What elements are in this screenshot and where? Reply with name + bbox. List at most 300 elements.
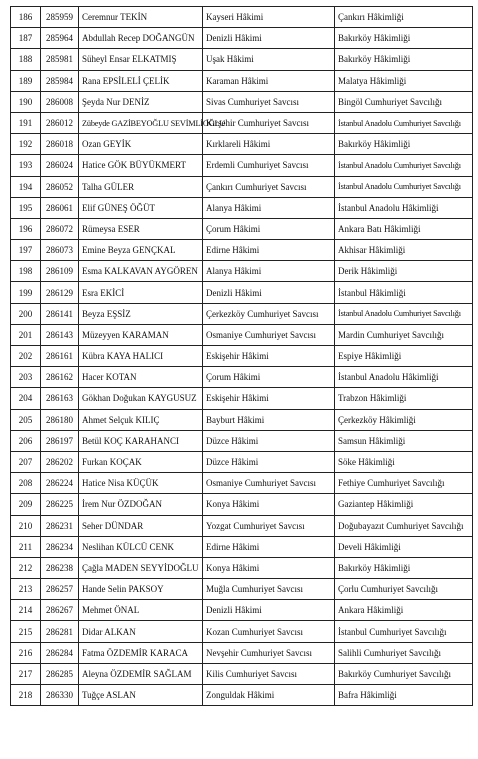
current-post: Çankırı Cumhuriyet Savcısı <box>206 181 307 192</box>
table-row <box>11 388 473 409</box>
table-row <box>11 303 473 324</box>
new-post: İstanbul Anadolu Cumhuriyet Savcılığı <box>338 182 461 192</box>
registry-number-cell <box>41 197 79 218</box>
row-number-cell <box>11 536 41 557</box>
table-row <box>11 28 473 49</box>
person-name: Rümeysa ESER <box>82 223 140 234</box>
row-number: 205 <box>18 414 33 425</box>
row-number: 214 <box>18 605 33 616</box>
person-name-cell <box>79 7 203 28</box>
row-number-cell <box>11 155 41 176</box>
person-name-cell <box>79 303 203 324</box>
person-name-cell <box>79 155 203 176</box>
person-name: Hatice Nisa KÜÇÜK <box>82 478 159 489</box>
person-name: Betül KOÇ KARAHANCI <box>82 435 180 446</box>
registry-number: 286257 <box>46 584 73 595</box>
row-number-cell <box>11 494 41 515</box>
row-number: 209 <box>18 499 33 510</box>
new-post: İstanbul Anadolu Cumhuriyet Savcılığı <box>338 309 461 319</box>
current-post: Sivas Cumhuriyet Savcısı <box>206 96 299 107</box>
row-number-cell <box>11 324 41 345</box>
row-number: 198 <box>18 266 33 277</box>
registry-number-cell <box>41 557 79 578</box>
person-name: Esra EKİCİ <box>82 287 125 298</box>
current-post-cell <box>203 70 335 91</box>
registry-number-cell <box>41 261 79 282</box>
new-post: İstanbul Anadolu Hâkimliği <box>338 202 439 213</box>
row-number-cell <box>11 91 41 112</box>
table-row <box>11 91 473 112</box>
new-post: Bakırköy Cumhuriyet Savcılığı <box>338 668 451 679</box>
row-number-cell <box>11 621 41 642</box>
row-number: 215 <box>18 626 33 637</box>
registry-number: 286330 <box>46 690 73 701</box>
person-name-cell <box>79 49 203 70</box>
person-name-cell <box>79 240 203 261</box>
new-post: Bingöl Cumhuriyet Savcılığı <box>338 96 442 107</box>
registry-number-cell <box>41 28 79 49</box>
current-post: Bayburt Hâkimi <box>206 414 265 425</box>
person-name-cell <box>79 218 203 239</box>
row-number: 210 <box>18 520 33 531</box>
registry-number-cell <box>41 49 79 70</box>
new-post-cell <box>335 197 473 218</box>
table-row <box>11 663 473 684</box>
new-post: Mardin Cumhuriyet Savcılığı <box>338 329 444 340</box>
person-name-cell <box>79 685 203 706</box>
row-number-cell <box>11 685 41 706</box>
current-post-cell <box>203 7 335 28</box>
registry-number-cell <box>41 473 79 494</box>
current-post-cell <box>203 600 335 621</box>
table-row <box>11 536 473 557</box>
current-post: Kırşehir Cumhuriyet Savcısı <box>206 118 309 129</box>
registry-number-cell <box>41 176 79 197</box>
new-post-cell <box>335 451 473 472</box>
new-post: Bakırköy Hâkimliği <box>338 139 411 150</box>
row-number: 196 <box>18 223 33 234</box>
person-name: Abdullah Recep DOĞANGÜN <box>82 33 195 44</box>
person-name-cell <box>79 91 203 112</box>
registry-number-cell <box>41 515 79 536</box>
table-row <box>11 515 473 536</box>
row-number: 189 <box>18 75 33 86</box>
table-row <box>11 49 473 70</box>
registry-number: 286267 <box>46 605 73 616</box>
table-row <box>11 112 473 133</box>
table-row <box>11 451 473 472</box>
registry-number-cell <box>41 388 79 409</box>
row-number-cell <box>11 261 41 282</box>
current-post: Osmaniye Cumhuriyet Savcısı <box>206 329 316 340</box>
row-number: 187 <box>18 33 33 44</box>
registry-number-cell <box>41 430 79 451</box>
person-name-cell <box>79 324 203 345</box>
table-row <box>11 218 473 239</box>
registry-number: 286109 <box>46 266 73 277</box>
row-number: 201 <box>18 329 33 340</box>
row-number: 207 <box>18 457 33 468</box>
new-post: Çorlu Cumhuriyet Savcılığı <box>338 584 438 595</box>
row-number-cell <box>11 28 41 49</box>
registry-number-cell <box>41 7 79 28</box>
current-post-cell <box>203 28 335 49</box>
current-post: Alanya Hâkimi <box>206 266 262 277</box>
row-number-cell <box>11 134 41 155</box>
new-post: Söke Hâkimliği <box>338 457 395 468</box>
registry-number-cell <box>41 600 79 621</box>
row-number: 218 <box>18 690 33 701</box>
row-number: 204 <box>18 393 33 404</box>
current-post: Uşak Hâkimi <box>206 54 254 65</box>
current-post: Denizli Hâkimi <box>206 605 262 616</box>
row-number-cell <box>11 346 41 367</box>
table-row <box>11 409 473 430</box>
table-row <box>11 685 473 706</box>
table-row <box>11 155 473 176</box>
person-name-cell <box>79 70 203 91</box>
registry-number: 286224 <box>46 478 73 489</box>
registry-number: 286163 <box>46 393 73 404</box>
person-name-cell <box>79 409 203 430</box>
registry-number-cell <box>41 409 79 430</box>
new-post-cell <box>335 473 473 494</box>
registry-number: 286161 <box>46 351 73 362</box>
row-number-cell <box>11 430 41 451</box>
new-post-cell <box>335 621 473 642</box>
new-post: Ankara Hâkimliği <box>338 605 404 616</box>
current-post: Kayseri Hâkimi <box>206 12 264 23</box>
registry-number: 286281 <box>46 626 73 637</box>
table-row <box>11 494 473 515</box>
registry-number: 286018 <box>46 139 73 150</box>
row-number-cell <box>11 176 41 197</box>
new-post-cell <box>335 282 473 303</box>
new-post-cell <box>335 28 473 49</box>
row-number-cell <box>11 388 41 409</box>
registry-number: 286024 <box>46 160 73 171</box>
new-post: İstanbul Anadolu Cumhuriyet Savcılığı <box>338 160 461 170</box>
current-post: Çorum Hâkimi <box>206 372 261 383</box>
row-number: 188 <box>18 54 33 65</box>
table-row <box>11 621 473 642</box>
table-row <box>11 600 473 621</box>
new-post: Malatya Hâkimliği <box>338 75 407 86</box>
registry-number: 285981 <box>46 54 73 65</box>
person-name: Elif GÜNEŞ ÖĞÜT <box>82 202 155 213</box>
current-post: Edirne Hâkimi <box>206 245 260 256</box>
current-post-cell <box>203 112 335 133</box>
current-post: Konya Hâkimi <box>206 562 260 573</box>
registry-number-cell <box>41 663 79 684</box>
new-post-cell <box>335 218 473 239</box>
person-name: Fatma ÖZDEMİR KARACA <box>82 647 188 658</box>
registry-number: 286202 <box>46 457 73 468</box>
current-post: Nevşehir Cumhuriyet Savcısı <box>206 647 312 658</box>
row-number: 212 <box>18 562 33 573</box>
new-post: Akhisar Hâkimliği <box>338 245 406 256</box>
table-row <box>11 240 473 261</box>
registry-number: 286141 <box>46 308 73 319</box>
current-post-cell <box>203 430 335 451</box>
registry-number-cell <box>41 91 79 112</box>
registry-number: 286052 <box>46 181 73 192</box>
current-post-cell <box>203 388 335 409</box>
row-number-cell <box>11 112 41 133</box>
new-post: Trabzon Hâkimliği <box>338 393 407 404</box>
registry-number-cell <box>41 155 79 176</box>
registry-number-cell <box>41 218 79 239</box>
registry-number-cell <box>41 324 79 345</box>
registry-number: 285984 <box>46 75 73 86</box>
registry-number: 286197 <box>46 435 73 446</box>
current-post: Yozgat Cumhuriyet Savcısı <box>206 520 305 531</box>
person-name: Ahmet Selçuk KILIÇ <box>82 414 160 425</box>
person-name-cell <box>79 515 203 536</box>
current-post-cell <box>203 642 335 663</box>
table-row <box>11 324 473 345</box>
new-post-cell <box>335 642 473 663</box>
person-name: Çağla MADEN SEYYİDOĞLU <box>82 562 199 573</box>
registry-number-cell <box>41 494 79 515</box>
person-name-cell <box>79 579 203 600</box>
person-name: Beyza EŞSİZ <box>82 308 131 319</box>
row-number: 217 <box>18 668 33 679</box>
registry-number: 286162 <box>46 372 73 383</box>
person-name-cell <box>79 642 203 663</box>
current-post-cell <box>203 473 335 494</box>
row-number-cell <box>11 600 41 621</box>
new-post: Bakırköy Hâkimliği <box>338 562 411 573</box>
registry-number-cell <box>41 621 79 642</box>
registry-number: 286225 <box>46 499 73 510</box>
row-number-cell <box>11 473 41 494</box>
table-row <box>11 282 473 303</box>
registry-number: 286285 <box>46 668 73 679</box>
new-post-cell <box>335 557 473 578</box>
current-post-cell <box>203 685 335 706</box>
new-post: Derik Hâkimliği <box>338 266 398 277</box>
person-name-cell <box>79 28 203 49</box>
person-name-cell <box>79 536 203 557</box>
registry-number-cell <box>41 536 79 557</box>
new-post: Bafra Hâkimliği <box>338 690 397 701</box>
row-number: 191 <box>18 118 33 129</box>
new-post-cell <box>335 303 473 324</box>
person-name: Gökhan Doğukan KAYGUSUZ <box>82 393 197 404</box>
table-row <box>11 642 473 663</box>
row-number-cell <box>11 579 41 600</box>
current-post-cell <box>203 197 335 218</box>
row-number-cell <box>11 7 41 28</box>
current-post: Kırklareli Hâkimi <box>206 139 271 150</box>
table-row <box>11 176 473 197</box>
registry-number-cell <box>41 303 79 324</box>
current-post-cell <box>203 346 335 367</box>
person-name: Hatice GÖK BÜYÜKMERT <box>82 160 186 171</box>
table-row <box>11 134 473 155</box>
new-post: Develi Hâkimliği <box>338 541 401 552</box>
person-name: Mehmet ÖNAL <box>82 605 140 616</box>
person-name: Süheyl Ensar ELKATMIŞ <box>82 54 177 65</box>
row-number: 197 <box>18 245 33 256</box>
new-post-cell <box>335 663 473 684</box>
new-post-cell <box>335 409 473 430</box>
current-post: Kozan Cumhuriyet Savcısı <box>206 626 303 637</box>
row-number-cell <box>11 663 41 684</box>
current-post-cell <box>203 324 335 345</box>
new-post: Bakırköy Hâkimliği <box>338 54 411 65</box>
row-number: 199 <box>18 287 33 298</box>
person-name: Esma KALKAVAN AYGÖREN <box>82 266 198 277</box>
registry-number: 286284 <box>46 647 73 658</box>
row-number: 200 <box>18 308 33 319</box>
row-number-cell <box>11 642 41 663</box>
current-post-cell <box>203 409 335 430</box>
person-name: Kübra KAYA HALICI <box>82 351 164 362</box>
table-row <box>11 430 473 451</box>
person-name-cell <box>79 388 203 409</box>
new-post: Salihli Cumhuriyet Savcılığı <box>338 647 441 658</box>
new-post-cell <box>335 176 473 197</box>
row-number: 195 <box>18 202 33 213</box>
registry-number: 286180 <box>46 414 73 425</box>
new-post-cell <box>335 536 473 557</box>
new-post-cell <box>335 685 473 706</box>
registry-number: 286072 <box>46 223 73 234</box>
current-post-cell <box>203 155 335 176</box>
row-number-cell <box>11 409 41 430</box>
registry-number: 286231 <box>46 520 73 531</box>
current-post-cell <box>203 303 335 324</box>
new-post-cell <box>335 388 473 409</box>
row-number-cell <box>11 70 41 91</box>
person-name-cell <box>79 430 203 451</box>
current-post-cell <box>203 49 335 70</box>
new-post: Samsun Hâkimliği <box>338 435 406 446</box>
new-post: Fethiye Cumhuriyet Savcılığı <box>338 478 445 489</box>
registry-number: 286008 <box>46 96 73 107</box>
table-row <box>11 579 473 600</box>
table-row <box>11 473 473 494</box>
registry-number: 286129 <box>46 287 73 298</box>
row-number: 193 <box>18 160 33 171</box>
document-page <box>10 6 472 706</box>
current-post-cell <box>203 367 335 388</box>
current-post: Eskişehir Hâkimi <box>206 393 269 404</box>
row-number-cell <box>11 557 41 578</box>
person-name-cell <box>79 473 203 494</box>
person-name-cell <box>79 134 203 155</box>
person-name: Neslihan KÜLCÜ CENK <box>82 541 174 552</box>
person-name-cell <box>79 346 203 367</box>
new-post-cell <box>335 515 473 536</box>
current-post-cell <box>203 134 335 155</box>
new-post-cell <box>335 49 473 70</box>
new-post-cell <box>335 600 473 621</box>
new-post-cell <box>335 494 473 515</box>
table-row <box>11 261 473 282</box>
current-post: Karaman Hâkimi <box>206 75 269 86</box>
registry-number-cell <box>41 346 79 367</box>
new-post-cell <box>335 367 473 388</box>
person-name-cell <box>79 600 203 621</box>
row-number: 186 <box>18 12 33 23</box>
current-post: Eskişehir Hâkimi <box>206 351 269 362</box>
current-post: Denizli Hâkimi <box>206 287 262 298</box>
row-number: 211 <box>18 541 33 552</box>
row-number: 216 <box>18 647 33 658</box>
new-post-cell <box>335 70 473 91</box>
new-post: Espiye Hâkimliği <box>338 351 402 362</box>
current-post-cell <box>203 494 335 515</box>
current-post-cell <box>203 515 335 536</box>
row-number: 208 <box>18 478 33 489</box>
new-post: Bakırköy Hâkimliği <box>338 33 411 44</box>
row-number: 190 <box>18 96 33 107</box>
new-post-cell <box>335 430 473 451</box>
row-number-cell <box>11 240 41 261</box>
registry-number-cell <box>41 282 79 303</box>
person-name: Talha GÜLER <box>82 181 135 192</box>
current-post: Osmaniye Cumhuriyet Savcısı <box>206 478 316 489</box>
row-number: 202 <box>18 351 33 362</box>
registry-number: 286061 <box>46 202 73 213</box>
row-number: 213 <box>18 584 33 595</box>
person-name: Didar ALKAN <box>82 626 136 637</box>
person-name: Furkan KOÇAK <box>82 457 142 468</box>
row-number-cell <box>11 303 41 324</box>
new-post: Çankırı Hâkimliği <box>338 12 404 23</box>
registry-number: 286234 <box>46 541 73 552</box>
current-post: Edirne Hâkimi <box>206 541 260 552</box>
person-name: Seher DÜNDAR <box>82 520 144 531</box>
person-name-cell <box>79 494 203 515</box>
table-row <box>11 70 473 91</box>
current-post: Çerkezköy Cumhuriyet Savcısı <box>206 308 319 319</box>
person-name: Aleyna ÖZDEMİR SAĞLAM <box>82 668 192 679</box>
person-name-cell <box>79 112 226 133</box>
new-post-cell <box>335 7 473 28</box>
new-post-cell <box>335 240 473 261</box>
registry-number: 286238 <box>46 562 73 573</box>
registry-number: 285959 <box>46 12 73 23</box>
person-name: Hacer KOTAN <box>82 372 137 383</box>
row-number-cell <box>11 367 41 388</box>
table-row <box>11 367 473 388</box>
current-post: Muğla Cumhuriyet Savcısı <box>206 584 303 595</box>
new-post-cell <box>335 324 473 345</box>
new-post: İstanbul Cumhuriyet Savcılığı <box>338 626 447 637</box>
person-name: İrem Nur ÖZDOĞAN <box>82 499 162 510</box>
table-row <box>11 557 473 578</box>
registry-number: 286012 <box>46 118 73 129</box>
person-name-cell <box>79 621 203 642</box>
new-post-cell <box>335 91 473 112</box>
current-post-cell <box>203 240 335 261</box>
new-post: Doğubayazıt Cumhuriyet Savcılığı <box>338 520 464 531</box>
row-number-cell <box>11 197 41 218</box>
current-post: Erdemli Cumhuriyet Savcısı <box>206 160 309 171</box>
current-post-cell <box>203 536 335 557</box>
table-row <box>11 346 473 367</box>
table-row <box>11 7 473 28</box>
current-post: Alanya Hâkimi <box>206 202 262 213</box>
person-name: Ozan GEYİK <box>82 139 132 150</box>
registry-number-cell <box>41 642 79 663</box>
new-post-cell <box>335 112 473 133</box>
person-name: Zübeyde GAZİBEYOĞLU SEVİMLİOĞLU <box>82 118 226 128</box>
